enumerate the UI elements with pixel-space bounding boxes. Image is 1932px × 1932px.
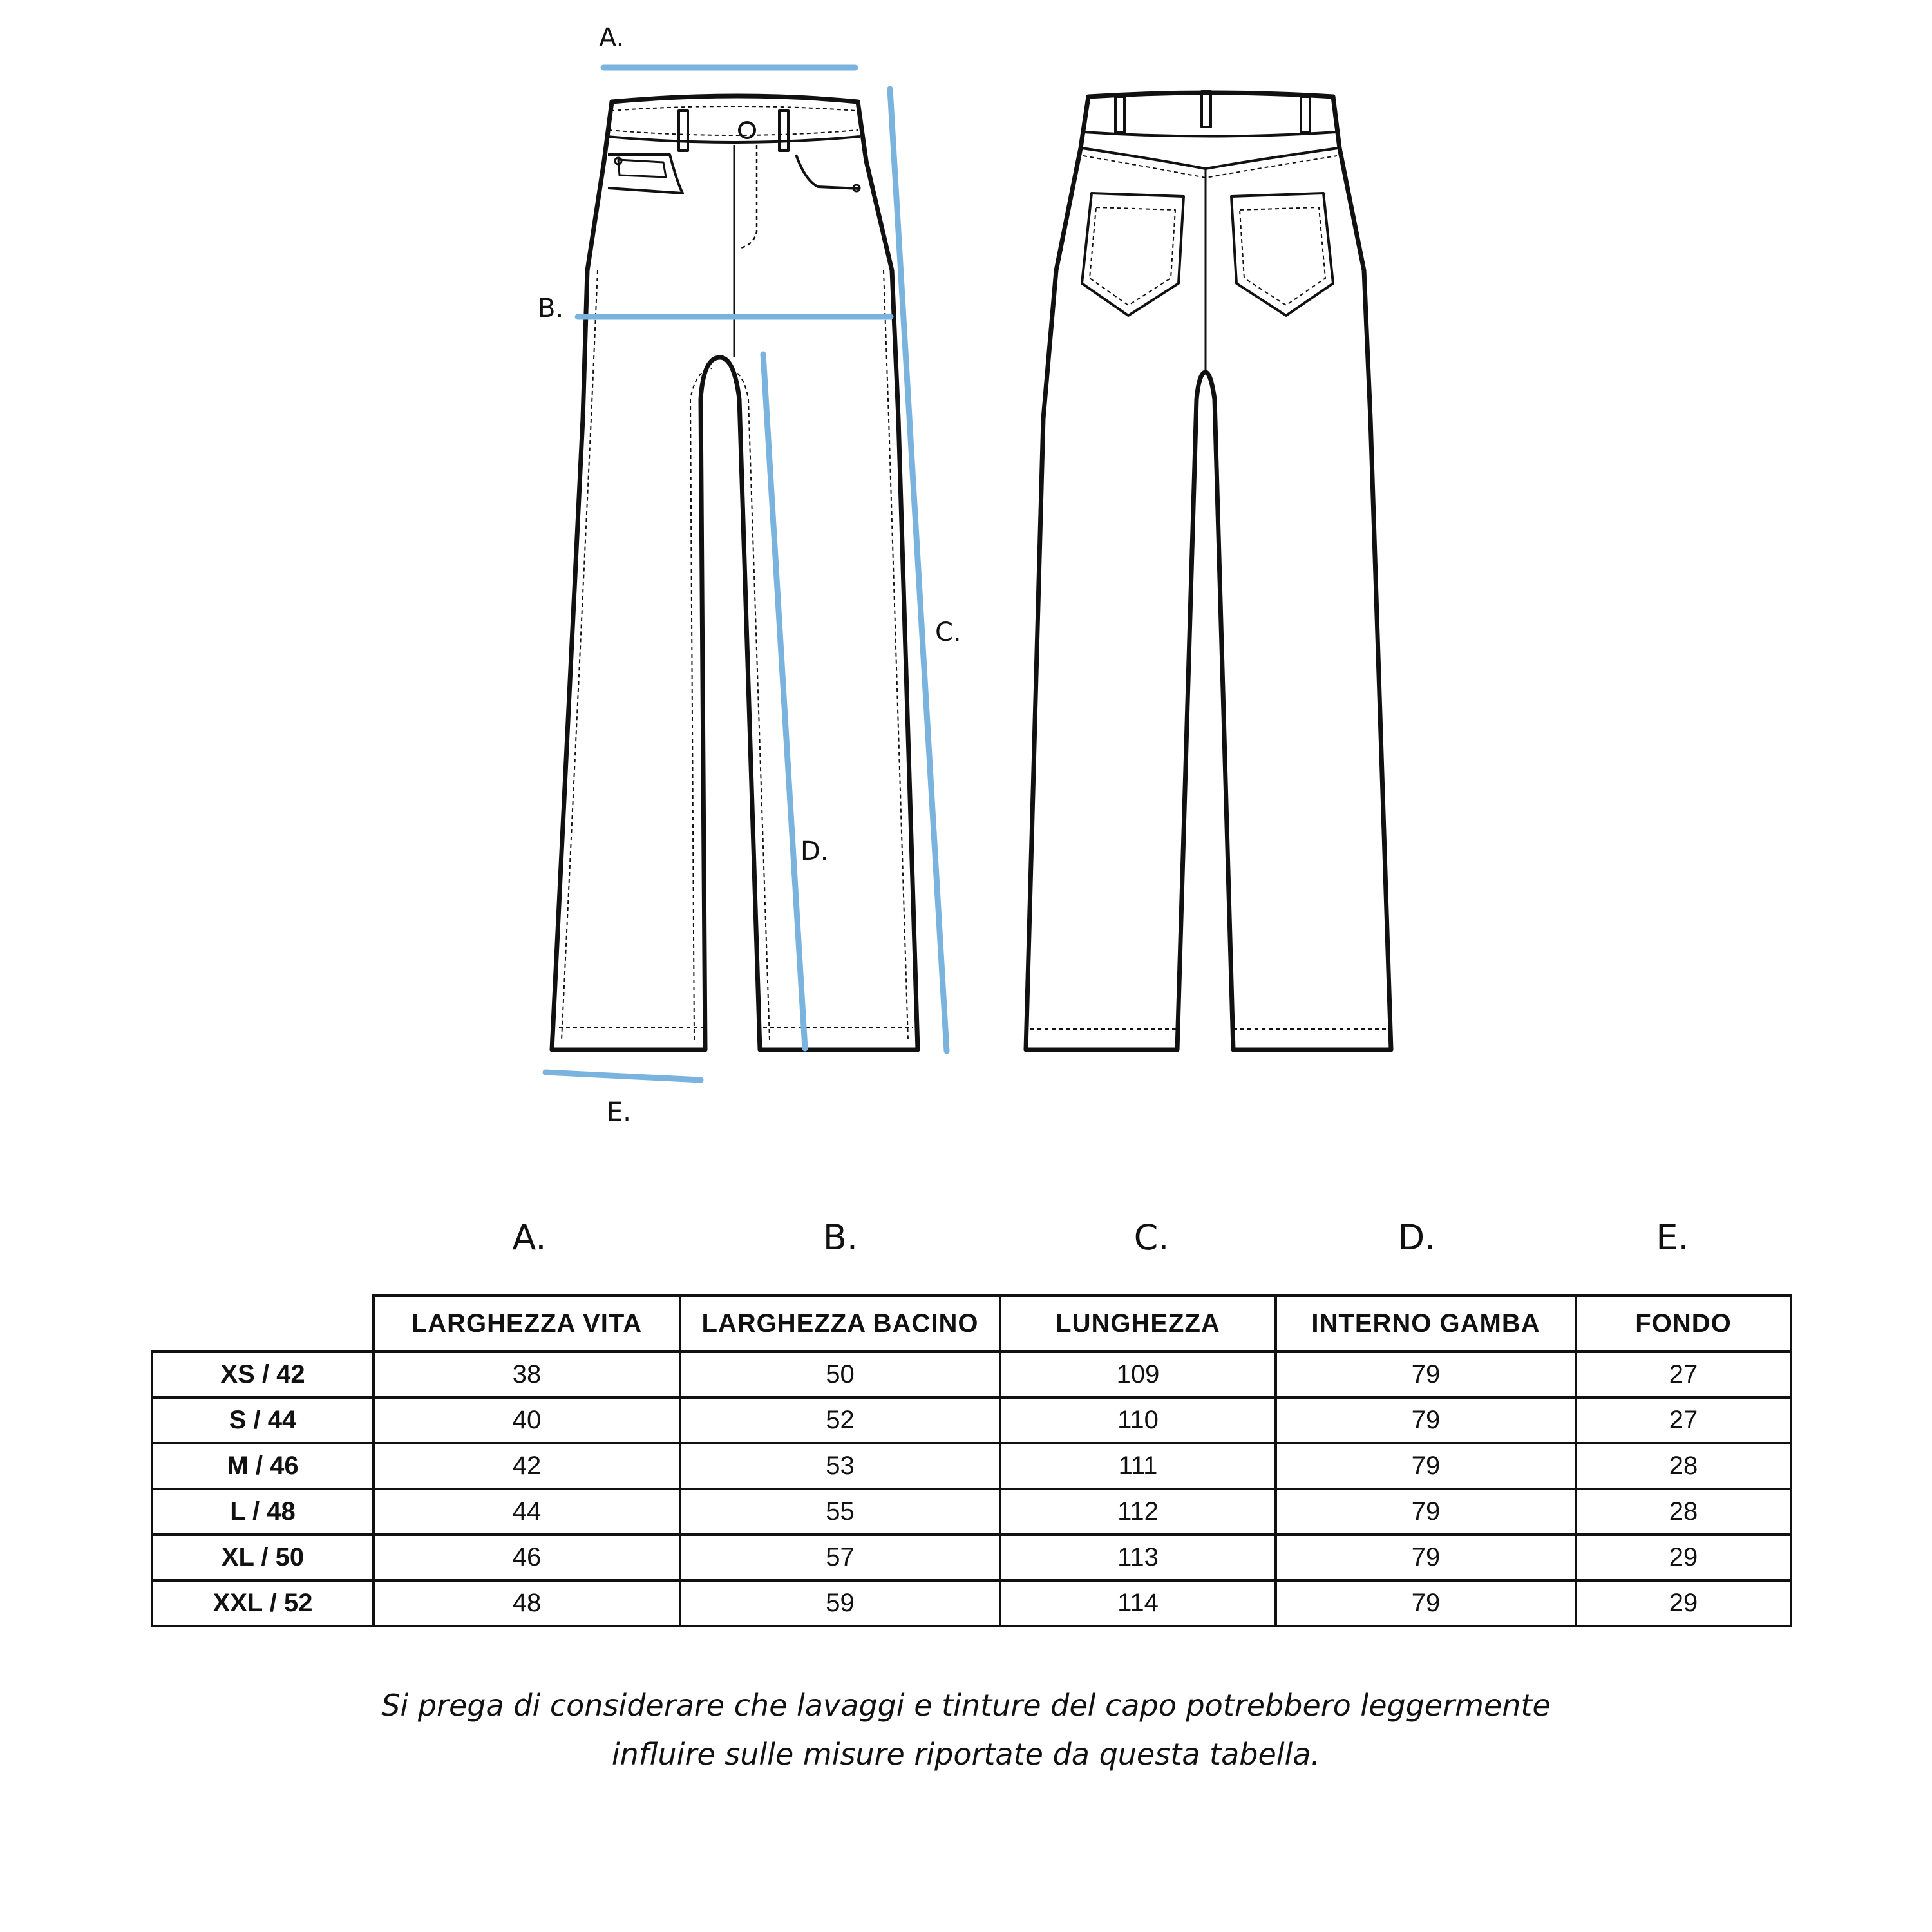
size-label: S / 44 xyxy=(152,1397,374,1443)
table-row xyxy=(152,1535,1791,1580)
table-cell: 113 xyxy=(1000,1535,1276,1580)
size-label: XS / 42 xyxy=(152,1352,374,1397)
table-cell: 79 xyxy=(1276,1443,1576,1489)
size-label: XL / 50 xyxy=(152,1535,374,1580)
measure-line-e xyxy=(545,1072,701,1080)
table-row xyxy=(152,1580,1791,1626)
header-inseam: INTERNO GAMBA xyxy=(1276,1296,1576,1352)
table-cell: 48 xyxy=(374,1580,680,1626)
header-blank xyxy=(152,1296,374,1352)
table-cell: 27 xyxy=(1576,1352,1791,1397)
size-label: M / 46 xyxy=(152,1443,374,1489)
label-a: A. xyxy=(599,23,625,53)
header-hip-width: LARGHEZZA BACINO xyxy=(680,1296,1000,1352)
table-cell: 59 xyxy=(680,1580,1000,1626)
column-letter-a: A. xyxy=(512,1217,547,1258)
table-row xyxy=(152,1352,1791,1397)
label-c: C. xyxy=(935,618,961,647)
table-cell: 28 xyxy=(1576,1489,1791,1535)
disclaimer-line-1: Si prega di considerare che lavaggi e tinture del capo potrebbero leggermente xyxy=(381,1688,1551,1723)
table-cell: 29 xyxy=(1576,1535,1791,1580)
disclaimer-note xyxy=(0,1681,1932,1779)
table-cell: 57 xyxy=(680,1535,1000,1580)
column-letter-c: C. xyxy=(1133,1217,1170,1258)
table-cell: 50 xyxy=(680,1352,1000,1397)
table-cell: 44 xyxy=(374,1489,680,1535)
table-cell: 109 xyxy=(1000,1352,1276,1397)
table-cell: 112 xyxy=(1000,1489,1276,1535)
header-length: LUNGHEZZA xyxy=(1000,1296,1276,1352)
table-header-row xyxy=(152,1296,1791,1352)
table-cell: 40 xyxy=(374,1397,680,1443)
table-cell: 79 xyxy=(1276,1535,1576,1580)
table-cell: 114 xyxy=(1000,1580,1276,1626)
table-cell: 79 xyxy=(1276,1489,1576,1535)
table-cell: 79 xyxy=(1276,1352,1576,1397)
column-letter-e: E. xyxy=(1656,1217,1689,1258)
table-cell: 27 xyxy=(1576,1397,1791,1443)
label-d: D. xyxy=(800,837,829,866)
jeans-back-view xyxy=(1026,91,1391,1050)
column-letter-d: D. xyxy=(1397,1217,1436,1258)
table-cell: 53 xyxy=(680,1443,1000,1489)
table-cell: 28 xyxy=(1576,1443,1791,1489)
table-cell: 29 xyxy=(1576,1580,1791,1626)
column-letter-b: B. xyxy=(822,1217,858,1258)
table-cell: 79 xyxy=(1276,1580,1576,1626)
size-label: XXL / 52 xyxy=(152,1580,374,1626)
back-outline xyxy=(1026,93,1391,1050)
table-row xyxy=(152,1489,1791,1535)
table-cell: 46 xyxy=(374,1535,680,1580)
label-e: E. xyxy=(607,1097,631,1127)
disclaimer-line-2: influire sulle misure riportate da questa tabella. xyxy=(611,1737,1321,1772)
size-chart-table xyxy=(151,1294,1792,1627)
table-cell: 52 xyxy=(680,1397,1000,1443)
table-row xyxy=(152,1397,1791,1443)
table-cell: 55 xyxy=(680,1489,1000,1535)
table-cell: 111 xyxy=(1000,1443,1276,1489)
table-cell: 38 xyxy=(374,1352,680,1397)
table-cell: 42 xyxy=(374,1443,680,1489)
table-row xyxy=(152,1443,1791,1489)
size-label: L / 48 xyxy=(152,1489,374,1535)
table-cell: 79 xyxy=(1276,1397,1576,1443)
header-hem: FONDO xyxy=(1576,1296,1791,1352)
jeans-front-view xyxy=(552,96,918,1050)
header-waist-width: LARGHEZZA VITA xyxy=(374,1296,680,1352)
table-cell: 110 xyxy=(1000,1397,1276,1443)
label-b: B. xyxy=(538,294,564,323)
